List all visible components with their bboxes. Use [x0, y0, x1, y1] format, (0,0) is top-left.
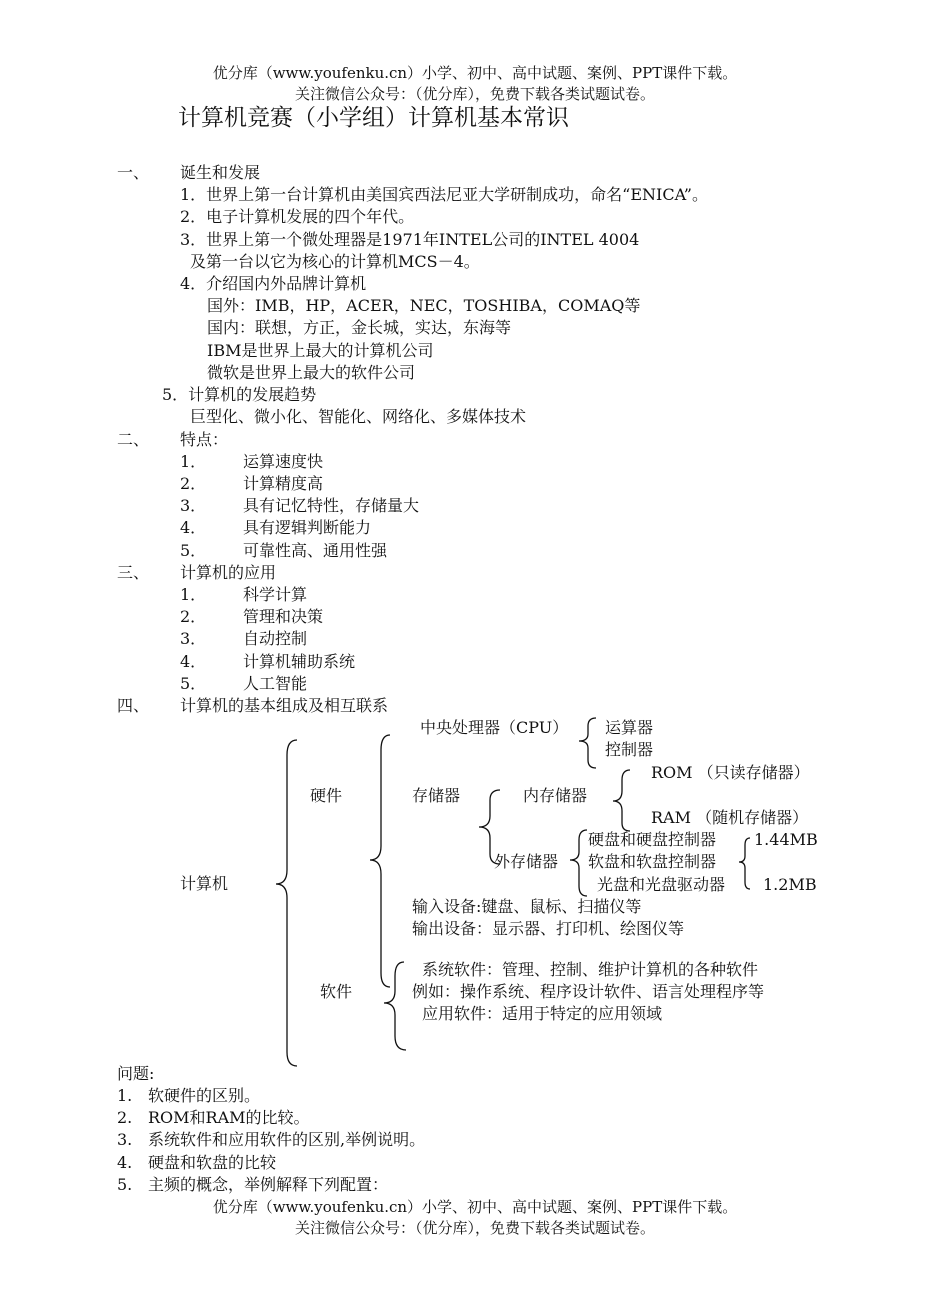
section-1-heading: 诞生和发展 [180, 163, 261, 182]
page-title: 计算机竞赛（小学组）计算机基本常识 [178, 105, 569, 131]
question-number: 5. [117, 1175, 133, 1194]
tree-hard-disk: 硬盘和硬盘控制器 [588, 830, 717, 849]
tree-external-storage: 外存储器 [494, 852, 559, 871]
section-4-heading: 计算机的基本组成及相互联系 [180, 696, 389, 715]
tree-application-software: 应用软件：适用于特定的应用领域 [422, 1004, 663, 1023]
footer-line-2: 关注微信公众号：（优分库），免费下载各类试题试卷。 [294, 1219, 655, 1237]
list-item: 3．世界上第一个微处理器是1971年INTEL公司的INTEL 4004 [180, 230, 640, 249]
tree-ram: RAM （随机存储器） [651, 808, 809, 827]
tree-system-software: 系统软件：管理、控制、维护计算机的各种软件 [422, 960, 759, 979]
external-brace [570, 830, 587, 896]
tree-internal-storage: 内存储器 [523, 786, 588, 805]
list-item: 计算机辅助系统 [243, 652, 356, 671]
floppy-brace [739, 838, 750, 889]
section-2-number: 二、 [117, 430, 150, 449]
list-item: 计算精度高 [243, 474, 324, 493]
list-item-number: 3． [180, 496, 207, 515]
question-item: ROM和RAM的比较。 [148, 1108, 310, 1127]
tree-input-devices: 输入设备:键盘、鼠标、扫描仪等 [412, 897, 642, 916]
tree-optical-disk: 光盘和光盘驱动器 [597, 875, 726, 894]
questions-heading: 问题: [117, 1064, 155, 1083]
header-line-1: 优分库（www.youfenku.cn）小学、初中、高中试题、案例、PPT课件下载。 [212, 64, 738, 82]
question-item: 软硬件的区别。 [148, 1086, 261, 1105]
list-item: 自动控制 [243, 629, 308, 648]
list-item-number: 1． [180, 452, 207, 471]
cpu-brace [579, 718, 596, 768]
software-brace [384, 962, 406, 1050]
question-item: 系统软件和应用软件的区别,举例说明。 [148, 1130, 426, 1149]
question-item: 主频的概念，举例解释下列配置： [148, 1175, 389, 1194]
list-item-number: 4． [180, 518, 207, 537]
tree-software-example: 例如：操作系统、程序设计软件、语言处理程序等 [412, 982, 765, 1001]
list-item: 人工智能 [243, 674, 308, 693]
list-item: 2．电子计算机发展的四个年代。 [180, 207, 415, 226]
tree-control-unit: 控制器 [605, 740, 654, 759]
question-item: 硬盘和软盘的比较 [148, 1153, 277, 1172]
section-2-heading: 特点： [180, 430, 229, 449]
list-item-number: 4． [180, 652, 207, 671]
list-item: 4．介绍国内外品牌计算机 [180, 274, 367, 293]
list-item: 可靠性高、通用性强 [243, 541, 388, 560]
question-number: 3. [117, 1130, 133, 1149]
list-item: 具有记忆特性，存储量大 [243, 496, 420, 515]
list-item: 微软是世界上最大的软件公司 [207, 363, 416, 382]
list-item: IBM是世界上最大的计算机公司 [207, 341, 434, 360]
list-item: 管理和决策 [243, 607, 324, 626]
list-item-number: 3． [180, 629, 207, 648]
tree-floppy-disk: 软盘和软盘控制器 [588, 852, 717, 871]
tree-storage: 存储器 [412, 786, 461, 805]
section-3-heading: 计算机的应用 [180, 563, 277, 582]
section-3-number: 三、 [117, 563, 150, 582]
header-line-2: 关注微信公众号：（优分库），免费下载各类试题试卷。 [294, 85, 655, 103]
tree-floppy-size-1: 1.44MB [754, 830, 818, 849]
list-item: 及第一台以它为核心的计算机MCS－4。 [190, 252, 480, 271]
list-item-number: 2． [180, 474, 207, 493]
question-number: 1. [117, 1086, 133, 1105]
tree-rom: ROM （只读存储器） [651, 763, 810, 782]
list-item-number: 5． [180, 541, 207, 560]
list-item: 5．计算机的发展趋势 [162, 385, 317, 404]
tree-cpu: 中央处理器（CPU） [420, 718, 569, 737]
section-4-number: 四、 [117, 696, 150, 715]
root-brace [276, 740, 297, 1066]
section-1-number: 一、 [117, 163, 150, 182]
tree-root: 计算机 [180, 874, 229, 893]
list-item: 1．世界上第一台计算机由美国宾西法尼亚大学研制成功，命名“ENICA”。 [180, 185, 708, 204]
question-number: 2. [117, 1108, 133, 1127]
tree-output-devices: 输出设备：显示器、打印机、绘图仪等 [412, 919, 685, 938]
tree-hardware: 硬件 [310, 786, 343, 805]
list-item: 巨型化、微小化、智能化、网络化、多媒体技术 [190, 407, 527, 426]
list-item-number: 2． [180, 607, 207, 626]
list-item-number: 1． [180, 585, 207, 604]
list-item: 国内：联想，方正，金长城，实达，东海等 [207, 318, 512, 337]
list-item-number: 5． [180, 674, 207, 693]
tree-floppy-size-2: 1.2MB [763, 875, 817, 894]
list-item: 科学计算 [243, 585, 308, 604]
question-number: 4. [117, 1153, 133, 1172]
list-item: 具有逻辑判断能力 [243, 518, 372, 537]
footer-line-1: 优分库（www.youfenku.cn）小学、初中、高中试题、案例、PPT课件下载。 [212, 1198, 738, 1216]
list-item: 运算速度快 [243, 452, 324, 471]
hardware-brace [370, 735, 390, 987]
internal-brace [613, 770, 630, 831]
list-item: 国外：IMB，HP，ACER，NEC，TOSHIBA，COMAQ等 [207, 296, 641, 315]
tree-alu: 运算器 [605, 718, 654, 737]
tree-software: 软件 [320, 982, 353, 1001]
